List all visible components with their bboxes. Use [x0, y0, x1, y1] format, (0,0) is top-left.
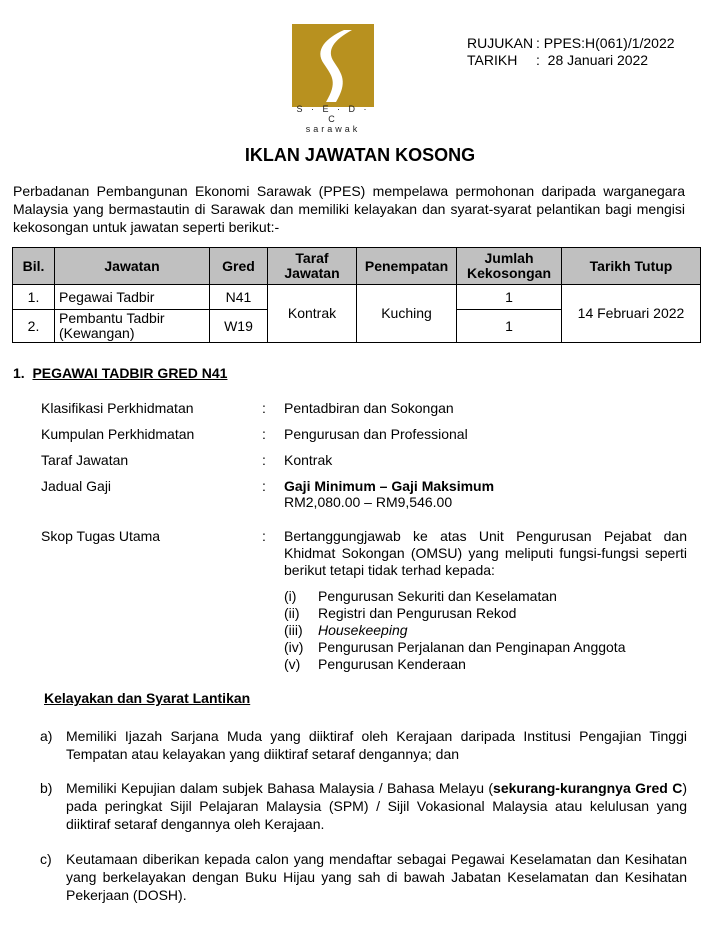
rujukan-value: PPES:H(061)/1/2022 — [543, 35, 675, 51]
task-number: (v) — [284, 656, 301, 672]
logo-word: sarawak — [305, 124, 361, 134]
row1-jumlah: 1 — [457, 285, 562, 310]
sedc-s-mark-icon — [292, 24, 374, 107]
requirement-b-pre: Memiliki Kepujian dalam subjek Bahasa Malaysia / Bahasa Melayu ( — [66, 780, 494, 796]
requirement-text: Memiliki Ijazah Sarjana Muda yang diiktiraf oleh Kerajaan daripada Institusi Pengajian Tinggi Tempatan atau kelayakan yang diiktiraf setaraf dengannya; dan — [66, 728, 687, 762]
requirement-text: Keutamaan diberikan kepada calon yang mendaftar sebagai Pegawai Keselamatan dan Kesihatan yang berkelayakan dengan Buku Hijau yang sah di bawah Jabatan Keselamatan dan Kesihatan Pekerjaan (DOSH). — [66, 851, 687, 903]
sedc-logo — [292, 24, 374, 107]
page-title: IKLAN JAWATAN KOSONG — [244, 145, 476, 165]
task-text: Registri dan Pengurusan Rekod — [318, 605, 517, 621]
logo-caption — [292, 104, 374, 134]
tarikh-tutup-cell: 14 Februari 2022 — [562, 285, 701, 343]
section-heading — [13, 365, 227, 381]
task-number: (iv) — [284, 639, 304, 655]
row2-gred: W19 — [210, 310, 268, 343]
list-item — [284, 605, 625, 622]
header-penempatan: Penempatan — [357, 248, 457, 285]
header-gred: Gred — [210, 248, 268, 285]
colon: : — [262, 528, 266, 544]
requirement-label: c) — [40, 851, 52, 867]
colon: : — [262, 452, 266, 468]
gaji-heading: Gaji Minimum – Gaji Maksimum — [284, 478, 495, 494]
list-item — [284, 622, 625, 639]
rujukan-colon: : — [536, 35, 544, 51]
section-title: PEGAWAI TADBIR GRED N41 — [32, 365, 228, 381]
penempatan-cell: Kuching — [357, 285, 457, 343]
requirement-label: b) — [40, 780, 53, 796]
skop-label: Skop Tugas Utama — [41, 528, 161, 544]
task-list — [284, 588, 625, 673]
taraf-value: Kontrak — [284, 452, 333, 468]
task-text: Pengurusan Kenderaan — [318, 656, 466, 672]
intro-paragraph: Perbadanan Pembangunan Ekonomi Sarawak (PPES) mempelawa permohonan daripada warganegara Malaysia yang bermastautin di Sarawak dan memiliki kelayakan dan syarat-syarat pelantikan bagi mengisi kekosongan untuk jawatan seperti berikut:- — [13, 183, 685, 235]
kumpulan-label: Kumpulan Perkhidmatan — [41, 426, 195, 442]
header-bil: Bil. — [13, 248, 55, 285]
header-taraf: Taraf Jawatan — [268, 248, 357, 285]
colon: : — [262, 478, 266, 494]
task-number: (ii) — [284, 605, 300, 621]
task-text: Pengurusan Perjalanan dan Penginapan Anggota — [318, 639, 626, 655]
logo-letters: S · E · D · C — [296, 104, 370, 124]
taraf-cell: Kontrak — [268, 285, 357, 343]
requirement-label: a) — [40, 728, 53, 744]
gaji-value: RM2,080.00 – RM9,546.00 — [284, 494, 453, 510]
list-item — [284, 656, 625, 673]
taraf-label: Taraf Jawatan — [41, 452, 129, 468]
header-jumlah: Jumlah Kekosongan — [457, 248, 562, 285]
vacancy-table — [12, 247, 701, 343]
row1-jawatan: Pegawai Tadbir — [55, 285, 210, 310]
skop-text: Bertanggungjawab ke atas Unit Pengurusan Pejabat dan Khidmat Sokongan (OMSU) yang meliputi fungsi-fungsi seperti berikut tetapi tidak terhad kepada: — [284, 528, 687, 578]
row2-jumlah: 1 — [457, 310, 562, 343]
row1-gred: N41 — [210, 285, 268, 310]
requirement-b-post: ) pada peringkat Sijil Pelajaran Malaysia (SPM) / Sijil Vokasional Malaysia atau kelulusan yang diiktiraf setaraf dengannya oleh Kerajaan. — [66, 780, 687, 832]
requirement-b — [40, 779, 687, 833]
kelayakan-heading: Kelayakan dan Syarat Lantikan — [44, 690, 251, 706]
task-number: (i) — [284, 588, 297, 604]
header-tarikh-tutup: Tarikh Tutup — [562, 248, 701, 285]
requirement-a — [40, 727, 687, 763]
requirement-text — [66, 779, 687, 833]
row1-bil: 1. — [13, 285, 55, 310]
header-jawatan: Jawatan — [55, 248, 210, 285]
reference-block — [467, 35, 675, 69]
task-text: Pengurusan Sekuriti dan Keselamatan — [318, 588, 557, 604]
requirement-b-bold: sekurang-kurangnya Gred C — [493, 780, 683, 796]
klasifikasi-label: Klasifikasi Perkhidmatan — [41, 400, 194, 416]
task-number: (iii) — [284, 622, 303, 638]
table-row — [13, 285, 701, 310]
colon: : — [262, 426, 266, 442]
task-text: Housekeeping — [318, 622, 408, 638]
colon: : — [262, 400, 266, 416]
rujukan-label: RUJUKAN — [467, 35, 534, 51]
gaji-label: Jadual Gaji — [41, 478, 112, 494]
klasifikasi-value: Pentadbiran dan Sokongan — [284, 400, 454, 416]
list-item — [284, 639, 625, 656]
section-number: 1. — [13, 365, 25, 381]
list-item — [284, 588, 625, 605]
row2-jawatan: Pembantu Tadbir (Kewangan) — [55, 310, 210, 343]
tarikh-colon: : — [536, 52, 548, 68]
row2-bil: 2. — [13, 310, 55, 343]
table-header-row — [13, 248, 701, 285]
kumpulan-value: Pengurusan dan Professional — [284, 426, 468, 442]
requirement-c — [40, 850, 687, 904]
tarikh-value: 28 Januari 2022 — [547, 52, 649, 68]
tarikh-label: TARIKH — [467, 52, 518, 68]
